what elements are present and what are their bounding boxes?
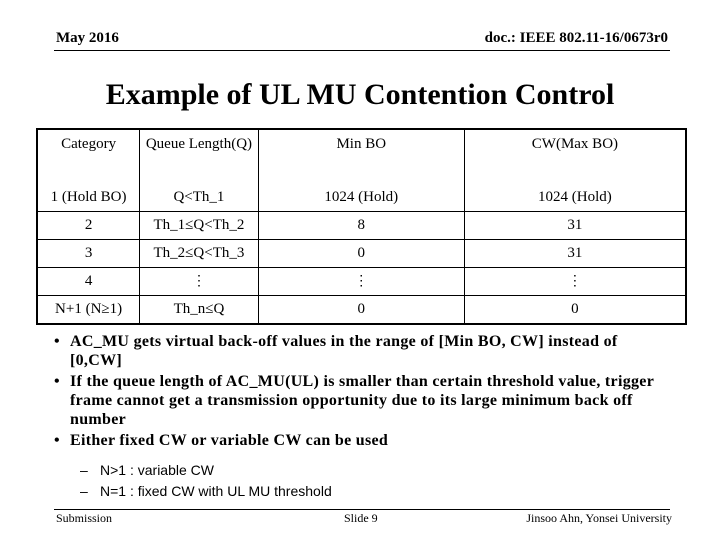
table-cell: Th_n≤Q — [140, 296, 259, 325]
sub-bullet-text: N=1 : fixed CW with UL MU threshold — [100, 483, 332, 499]
bullet-dot-icon: • — [54, 373, 60, 390]
vertical-ellipsis: ⋮ — [464, 268, 686, 296]
table-header-cell: CW(Max BO) — [464, 129, 686, 183]
footer-divider — [54, 509, 670, 510]
bullet-text: If the queue length of AC_MU(UL) is smaller than certain threshold value, trigger frame cannot get a transmission opportunity due to its large minimum back off number — [70, 373, 654, 428]
vertical-ellipsis: ⋮ — [140, 268, 259, 296]
table-header-row — [37, 129, 686, 183]
table-cell: 1024 (Hold) — [464, 183, 686, 212]
slide-title: Example of UL MU Contention Control — [105, 78, 615, 111]
table-cell: 8 — [258, 212, 464, 240]
table-cell: Th_2≤Q<Th_3 — [140, 240, 259, 268]
table-row — [37, 268, 686, 296]
bullet-item — [56, 431, 666, 450]
table-header-cell: Queue Length(Q) — [140, 129, 259, 183]
table-cell: 31 — [464, 240, 686, 268]
table-row — [37, 240, 686, 268]
bullet-text: Either fixed CW or variable CW can be used — [70, 432, 389, 449]
table-cell: 0 — [258, 296, 464, 325]
table-cell: Q<Th_1 — [140, 183, 259, 212]
footer-author: Jinsoo Ahn, Yonsei University — [526, 511, 672, 525]
bullet-list — [56, 332, 666, 452]
table-header-cell: Min BO — [258, 129, 464, 183]
bullet-item — [56, 332, 666, 370]
bullet-dot-icon: • — [54, 333, 60, 350]
footer-submission: Submission — [56, 511, 113, 525]
table-cell: 0 — [464, 296, 686, 325]
bullet-text: AC_MU gets virtual back-off values in the range of [Min BO, CW] instead of [0,CW] — [70, 333, 618, 369]
table-row — [37, 296, 686, 325]
table-cell: 0 — [258, 240, 464, 268]
dash-icon: – — [80, 462, 88, 478]
table-row — [37, 183, 686, 212]
table-cell: 4 — [37, 268, 140, 296]
table-cell: 3 — [37, 240, 140, 268]
table-cell: 1024 (Hold) — [258, 183, 464, 212]
header-divider — [54, 50, 670, 51]
header-doc-id: doc.: IEEE 802.11-16/0673r0 — [484, 30, 668, 46]
sub-bullet-text: N>1 : variable CW — [100, 462, 214, 478]
table-cell: 1 (Hold BO) — [37, 183, 140, 212]
dash-icon: – — [80, 483, 88, 499]
bullet-item — [56, 372, 666, 429]
sub-bullet-item — [80, 481, 332, 502]
header-date: May 2016 — [56, 30, 119, 46]
bullet-dot-icon: • — [54, 432, 60, 449]
footer-slide-number: Slide 9 — [344, 511, 378, 525]
table-header-cell: Category — [37, 129, 140, 183]
table-cell: 31 — [464, 212, 686, 240]
sub-bullet-list — [80, 460, 332, 502]
table-cell: N+1 (N≥1) — [37, 296, 140, 325]
table-cell: Th_1≤Q<Th_2 — [140, 212, 259, 240]
table-row — [37, 212, 686, 240]
table-cell: 2 — [37, 212, 140, 240]
vertical-ellipsis: ⋮ — [258, 268, 464, 296]
sub-bullet-item — [80, 460, 332, 481]
contention-table — [36, 128, 687, 325]
